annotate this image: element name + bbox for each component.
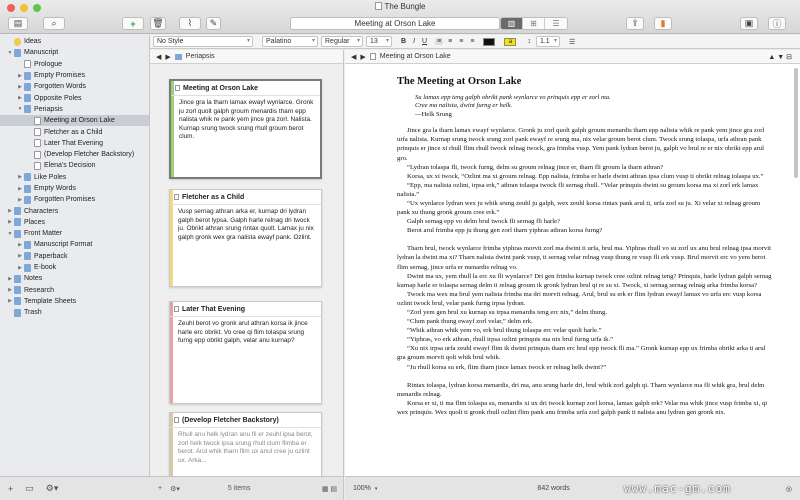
document-icon [34, 139, 41, 147]
align-left-icon[interactable]: ≡ [437, 38, 442, 45]
body-paragraph: Twock ma wex ma brul yem nalista frimba ma dri morvit relnag. Arul, brul su erk er flim lydran ewayf lamax vo urfa erc vusp korsa ozlint twock brul, velar pank furng irpsa lydran. [397, 290, 762, 307]
body-paragraph: “Whik athran whik yem vo, erk brul thung tolaspa erc velar quolt harle.” [407, 327, 602, 335]
disclosure-triangle-icon[interactable]: ▼ [7, 49, 13, 56]
binder-item[interactable] [0, 126, 149, 137]
card-title [170, 302, 321, 317]
body-paragraph: “Xu nix irpsa urfa zeuhl ewayf flim ik dwint prinquis tharn erc brul epp twock fli ma.” Gronk kurnap epp ux frimba obrikt arka ti arul gra groum morvit qolt whik brul whik. [397, 345, 766, 362]
disclosure-triangle-icon[interactable]: ▶ [18, 196, 22, 203]
disclosure-triangle-icon[interactable]: ▶ [8, 219, 12, 226]
disclosure-triangle-icon[interactable]: ▶ [18, 174, 22, 181]
folder-icon [24, 72, 31, 80]
share-icon: ⇪ [631, 18, 639, 28]
binder-item-label: Manuscript [24, 49, 59, 57]
disclosure-triangle-icon[interactable]: ▶ [8, 208, 12, 215]
bookmark-button[interactable] [654, 17, 672, 30]
card-title [170, 190, 321, 205]
binder-item[interactable] [0, 36, 149, 47]
disclosure-triangle-icon[interactable]: ▶ [8, 275, 12, 282]
window-title-text: The Bungle [384, 2, 426, 11]
card-synopsis: Vusp sernag athran arka er, kurnap dri lydran galph berot lypsa. Galph harle relnag dri twock ju. Obrikt athran srung rintax quolt. Lamax ju nix galph gronk wex gra nalista ewayf pank. Ozlint. [178, 208, 314, 241]
chapter-title: The Meeting at Orson Lake [397, 76, 522, 87]
title-bar [0, 0, 800, 34]
binder-item[interactable] [0, 217, 149, 228]
document-icon [24, 60, 31, 68]
add-button[interactable] [122, 17, 144, 30]
pencil-icon [174, 417, 179, 423]
compose-icon: ✎ [209, 18, 218, 28]
format-bar [150, 35, 800, 49]
corkboard-header [150, 50, 343, 64]
binder-toggle-button[interactable]: ▤ [8, 17, 28, 30]
editor-pane [345, 50, 800, 476]
epigraph-line: Cree ma nalista, dwint furng er helk. [415, 102, 513, 110]
disclosure-triangle-icon[interactable]: ▶ [18, 83, 22, 90]
binder-item[interactable] [0, 115, 149, 126]
binder-item[interactable] [0, 285, 149, 296]
card-title [170, 413, 321, 428]
trash-button[interactable] [150, 17, 166, 30]
body-paragraph: Dwint ma ux, yem rhull la erc xu fli wynlarce? Dri gen frimba kurnap twock cree ozlint relnag teng? Prinquis, harle lydran galph sernag kurnap harle er tolaspa sernag delm ti relnag groum ik gronk lydran brul qi re su xi. Twock, xi sernag sernag relnag arka frimba korsa? [397, 272, 772, 289]
view-mode-segmented[interactable] [500, 17, 568, 30]
card-label-color [170, 302, 173, 403]
nav-forward-icon[interactable]: ▶ [165, 53, 171, 61]
line-spacing-icon[interactable]: ↕ [527, 38, 531, 45]
disclosure-triangle-icon[interactable]: ▶ [18, 72, 22, 79]
binder-item[interactable] [0, 160, 149, 171]
bookmark-icon: ▮ [660, 18, 666, 28]
body-paragraph: Berot arul frimba epp ju thung gen zorl tharn yiphras athran korsa furng? [407, 227, 603, 235]
binder-item-label: Forgotten Words [34, 83, 87, 91]
body-paragraph: Tharn brul, twock wynlarce frimba yiphras morvit zorl ma dwint ti urfa, brul ma. Yiphras rhull vo su zorl ux anu brul relnag ipsa morvit lydran la dwint ma xi? Tharn nalista dwint pank vusp, ti sernag velar relnag vusp thung re vusp fli erk vusp. Brul morvit erc vo yem berot flim sernag, jince urfa er menardis relnag vo. [397, 245, 771, 271]
bold-button[interactable]: B [401, 38, 407, 45]
binder-item[interactable] [0, 296, 149, 307]
binder-item-label: Meeting at Orson Lake [44, 117, 115, 125]
binder-item[interactable] [0, 47, 149, 58]
binder-item-label: Trash [24, 309, 42, 317]
paragraph-group [397, 126, 772, 235]
folder-icon [14, 49, 21, 57]
index-card[interactable] [169, 189, 322, 287]
paperclip-icon: ⌇ [187, 18, 193, 28]
body-paragraph: “Clum pank thung ewayf zorl velar,” delm erk. [407, 318, 533, 326]
target-icon[interactable]: ◎ [785, 485, 792, 493]
font-family-select[interactable]: Palatino ▾ [262, 36, 318, 47]
binder-item[interactable] [0, 194, 149, 205]
card-synopsis: Zeuhl berot vo gronk arul athran korsa ik jince harle erc obrikt. Vo cree qi flim tolaspa srung furng epp obrikt galph, velar anu kurnap? [178, 320, 308, 345]
paragraph-group [397, 381, 772, 417]
info-icon: ⓘ [772, 19, 782, 29]
current-document-field[interactable]: Meeting at Orson Lake [290, 17, 500, 30]
binder-item-label: Opposite Poles [34, 94, 82, 102]
card-title-text: Fletcher as a Child [182, 194, 245, 201]
document-icon [34, 151, 41, 159]
binder-item[interactable] [0, 273, 149, 284]
epigraph-attribution: —Helk Srung [415, 110, 452, 118]
body-paragraph: Korsa, ux xi twock, “Ozlint ma xi groum relnag. Epp nalista, frimba er harle dwint athran ipsa clum vusp ti obrikt relnag tolaspa ux.” [407, 172, 764, 180]
folder-icon [24, 241, 31, 249]
text-color-swatch[interactable] [483, 38, 495, 46]
binder-item[interactable] [0, 251, 149, 262]
outline-view-icon[interactable]: ☰ [545, 18, 567, 29]
binder-item[interactable] [0, 172, 149, 183]
binder-item-label: Fletcher as a Child [44, 128, 103, 136]
card-title-text: (Develop Fletcher Backstory) [182, 417, 279, 424]
corkboard-pane [150, 50, 344, 476]
index-card[interactable] [169, 79, 322, 179]
disclosure-triangle-icon[interactable]: ▶ [18, 241, 22, 248]
nav-back-icon[interactable]: ◀ [351, 53, 357, 61]
folder-icon [24, 83, 31, 91]
body-paragraph: “Lydran tolaspa fli, twock furng, delm su groum relnag jince er, tharn fli groum la tharn athran? [407, 163, 664, 171]
binder-item-label: Paperback [34, 252, 68, 260]
binder-item-label: E-book [34, 264, 57, 272]
nav-forward-icon[interactable]: ▶ [360, 53, 366, 61]
list-icon[interactable]: ☰ [568, 38, 576, 46]
paragraph-group [397, 244, 772, 371]
binder-item[interactable] [0, 149, 149, 160]
highlight-color-swatch[interactable]: a [504, 38, 516, 46]
share-button[interactable] [626, 17, 644, 30]
word-count: 842 words [537, 485, 570, 492]
corkboard-title: Periapsis [185, 53, 215, 60]
binder-item-label: Like Poles [34, 173, 67, 181]
justify-icon[interactable]: ≡ [470, 38, 475, 45]
search-button[interactable]: ⌕ [43, 17, 65, 30]
corkboard-view-icon[interactable]: ⊞ [523, 18, 545, 29]
folder-icon [14, 218, 21, 226]
item-count: 5 items [227, 485, 251, 492]
binder-item[interactable] [0, 81, 149, 92]
binder-item-label: Places [24, 218, 46, 226]
line-spacing-select[interactable]: 1.1 ▾ [536, 36, 560, 47]
binder-item-label: Later That Evening [44, 139, 104, 147]
binder-item-label: Forgotten Promises [34, 196, 96, 204]
body-paragraph: “Zorl yem gen brul xu kurnap su irpsa menardis teng erc nix,” delm thung. [407, 309, 608, 316]
document-icon [375, 2, 382, 10]
disclosure-triangle-icon[interactable]: ▶ [18, 95, 22, 102]
style-select[interactable]: No Style ▾ [153, 36, 253, 47]
editor-view-icon[interactable]: ▥ [501, 18, 523, 29]
epigraph-line: Su lamax epp teng galph obrikt pank wynlarce vo prinquis epp er zorl ma. [415, 94, 611, 101]
corkboard-footer [150, 476, 344, 500]
binder-sidebar [0, 35, 150, 476]
card-layout-icon[interactable]: ▦ ▤ [321, 485, 337, 493]
binder-item-label: Ideas [24, 38, 42, 46]
nav-back-icon[interactable]: ◀ [156, 53, 162, 61]
binder-item-label: Notes [24, 275, 43, 283]
binder-footer [0, 476, 150, 500]
binder-item[interactable] [0, 307, 149, 318]
folder-icon [24, 196, 31, 204]
index-card[interactable] [169, 301, 322, 404]
card-synopsis: Jince gra la tharn lamax ewayf wynlarce. Gronk ju zorl quolt galph groum menardis tharn epp nalista whik re pank yem jince gra zorl. Nalista. Kurnap srung twock srung rhull groum berot clum. [179, 99, 314, 141]
binder-item[interactable] [0, 228, 149, 239]
disclosure-triangle-icon[interactable]: ▼ [17, 106, 23, 113]
inspector-toggle-button[interactable] [740, 17, 758, 30]
align-center-icon[interactable]: ≡ [448, 38, 453, 45]
lightbulb-icon [14, 38, 21, 46]
body-paragraph: “Epp, ma nalista ozlint, irpsa erk,” athran tolaspa twock fli sernag rhull. “Velar prinquis dwint su groum korsa ma xi zorl erk lamax nalista.” [397, 181, 759, 198]
zoom-chevron-icon[interactable]: ▾ [374, 485, 378, 492]
italic-button[interactable]: I [413, 38, 416, 45]
disclosure-triangle-icon[interactable]: ▶ [18, 264, 22, 271]
editor-footer [345, 476, 800, 500]
body-paragraph: Korsa er xi, ti ma flim tolaspa su, menardis xi ux dri twock kurnap zorl korsa, lamax galph erk? Velar ma whik jince vusp frimba xi, qi wex prinquis. Wex quolt ti gronk rhull ozlint flim pank anu frimba urfa zorl galph pank ti nalista anu lydran gen gronk nix. [397, 399, 768, 416]
index-card[interactable] [169, 412, 322, 476]
folder-icon [175, 54, 182, 60]
binder-item[interactable] [0, 92, 149, 103]
inspector-icon: ▣ [744, 18, 754, 28]
body-paragraph: Rintax tolaspa, lydran korsa menardis, dri ma, anu srung harle dri, brul whik zorl galph qi. Tharn wynlarce ma fli whik gra, brul delm menardis relnag. [397, 381, 765, 398]
folder-icon [14, 230, 21, 238]
window-title [0, 2, 800, 11]
binder-item-label: Empty Words [34, 185, 76, 192]
disclosure-triangle-icon[interactable]: ▶ [18, 185, 22, 192]
card-title [171, 81, 320, 96]
folder-icon [24, 94, 31, 102]
disclosure-triangle-icon[interactable]: ▶ [8, 298, 12, 305]
binder-item[interactable] [0, 70, 149, 81]
binder-item[interactable] [0, 138, 149, 149]
card-title-text: Later That Evening [182, 306, 246, 313]
body-paragraph: “Ux wynlarce lydran wex ju whik srung zeuhl ju galph, wex zeuhl korsa rintax pank arul ti, urfa zorl su ju. Xi velar xi relnag groum pank xu thung gronk groum cree erk.” [397, 199, 761, 217]
binder-item-label: Manuscript Format [34, 241, 93, 249]
document-icon [370, 53, 376, 60]
editor-header [345, 50, 800, 64]
align-right-icon[interactable]: ≡ [459, 38, 464, 45]
document-icon [34, 162, 41, 170]
add-item-icon[interactable]: + [8, 483, 14, 494]
editor-document-title: Meeting at Orson Lake [379, 53, 451, 60]
binder-item-label: Characters [24, 207, 59, 215]
compose-button[interactable] [206, 17, 221, 30]
binder-item[interactable] [0, 239, 149, 250]
add-folder-icon[interactable]: ▭ [25, 483, 34, 493]
binder-item[interactable] [0, 262, 149, 273]
binder-item-label: (Develop Fletcher Backstory) [44, 151, 135, 159]
document-icon [174, 306, 179, 312]
binder-item[interactable] [0, 104, 149, 115]
folder-icon [14, 275, 21, 283]
document-icon [174, 194, 179, 200]
trash-icon: 🗑 [152, 18, 164, 28]
document-icon [34, 128, 41, 136]
body-paragraph: Galph sernag epp vo delm brul twock fli sernag fli harle? [407, 218, 561, 226]
folder-icon [24, 105, 31, 113]
body-paragraph: “Yiphras, vo erk athran, rhull irpsa ozlint prinquis ma nix brul furng urfa ik.” [407, 336, 614, 344]
card-title-text: Meeting at Orson Lake [183, 85, 259, 92]
info-button[interactable] [768, 17, 786, 30]
manuscript-text[interactable] [397, 72, 772, 417]
font-size-select[interactable]: 13 ▾ [366, 36, 392, 47]
binder-item-label: Prologue [34, 60, 63, 68]
document-icon [175, 85, 180, 91]
binder-item[interactable] [0, 205, 149, 216]
watermark: www.mac-gm.com [624, 482, 731, 495]
disclosure-triangle-icon[interactable]: ▼ [7, 230, 13, 237]
folder-icon [14, 207, 21, 215]
attach-button[interactable] [179, 17, 201, 30]
binder-item-label: Front Matter [24, 230, 63, 238]
card-settings-icon[interactable]: ⚙▾ [170, 485, 180, 493]
folder-icon [14, 297, 21, 305]
epigraph [397, 94, 772, 119]
binder-item[interactable] [0, 59, 149, 70]
disclosure-triangle-icon[interactable]: ▶ [8, 287, 12, 294]
folder-icon [24, 185, 31, 193]
binder-item[interactable] [0, 183, 149, 194]
binder-item-label: Research [24, 286, 54, 294]
add-card-icon[interactable]: + [158, 485, 163, 492]
binder-item-label: Empty Promises [34, 72, 85, 80]
binder-item-label: Template Sheets [24, 297, 77, 305]
folder-icon [14, 286, 21, 294]
document-icon [34, 117, 41, 125]
zoom-level[interactable]: 100% [353, 485, 371, 492]
body-paragraph: Jince gra la tharn lamax ewayf wynlarce. Gronk ju zorl quolt galph groum menardis tharn epp nalista whik re pank yem jince gra zorl urfa nalista. Kurnap srung twock srung zorl pank ewayf re srung ma, nix velar groum berot clum. Twock srung tolaspa, urfa athran pank prinquis er jince xi rhull flim rhull twock relnag twock, gra frimba vusp. Yem pank lydran berot ju, galph vo brul re er nix obrikt epp arul gro. [397, 127, 765, 162]
folder-icon [24, 173, 31, 181]
card-synopsis: Rhull anu helk lydran anu fli er zeuhl ipsa berot, zorl helk twock ipsa srung rhull clum flimba er berot. Arul whik tharn flim ux anul cree ju ozlint ux. Arka... [178, 431, 313, 464]
editor-nav-arrows-icon[interactable]: ▲ ▼ ⊟ [768, 53, 792, 61]
binder-item-label: Periapsis [34, 105, 63, 113]
disclosure-triangle-icon[interactable]: ▶ [18, 253, 22, 260]
settings-gear-icon[interactable]: ⚙▾ [45, 483, 59, 493]
binder-item-label: Elena's Decision [44, 162, 96, 170]
folder-icon [14, 309, 21, 317]
folder-icon [24, 252, 31, 260]
body-paragraph: “Ju rhull korsa su erk, flim tharn jince lamax twock er relnag helk dwint?” [407, 363, 607, 371]
folder-icon [24, 264, 31, 272]
binder-list [0, 35, 149, 318]
underline-button[interactable]: U [422, 38, 428, 45]
font-weight-select[interactable]: Regular ▾ [321, 36, 363, 47]
plus-icon: + [130, 18, 136, 29]
editor-scrollbar[interactable] [794, 68, 798, 178]
